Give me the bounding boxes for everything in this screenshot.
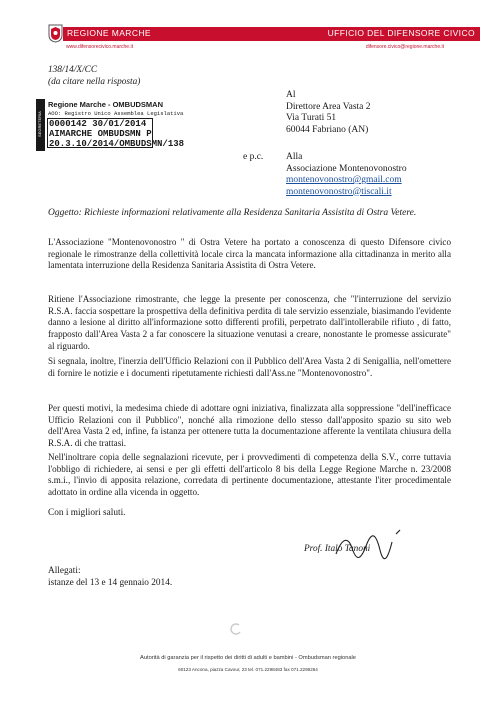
footer-authority: Autorità di garanzia per il rispetto dei diritti di adulti e bambini - Ombudsman regionale	[140, 655, 356, 661]
footer-address: 60123 Ancona, piazza Cavour, 23 tel. 071.2298483 fax 071.2298264	[178, 667, 318, 672]
body-paragraph: Per questi motivi, la medesima chiede di adottare ogni iniziativa, finalizzata alla soppressione "dell'inefficace Ufficio Relazioni con il Pubblico", nonché alla rimozione dello stesso dall'apposito spazio su sito web dell'Area Vasta 2 ed, infine, fa istanza per ottenere tutta la documentazione afferente la ventilata chiusura della R.S.A. di che trattasi.	[48, 403, 451, 449]
cc-email-gmail-link[interactable]: montenovonostro@gmail.com	[286, 175, 402, 185]
protocol-number: 138/14/X/CC	[48, 65, 98, 75]
body-paragraph: Ritiene l'Associazione rimostrante, che legge la presente per conoscenza, che "l'interruzione del servizio R.S.A. faccia sospettare la prospettiva della definitiva perdita di tale servizio essenziale, biasimando l'evidente danno a lesione al diritto all'informazione sotto differenti profili, perpetrato dall'intollerabile rifiuto , di fatto, frapposto dall'Area Vasta 2 a far conoscere la situazione venutasi a creare, nonostante le promesse assicurate" al riguardo.	[48, 294, 451, 351]
cc-address	[286, 152, 407, 198]
stamp-side-text: SEGRETERIA	[37, 111, 42, 137]
stamp-line3: 20.3.10/2014/OMBUDSMN/138	[49, 139, 185, 149]
cc-label: e p.c.	[243, 152, 264, 162]
protocol-note: (da citare nella risposta)	[48, 77, 141, 87]
recipient-city: 60044 Fabriano (AN)	[286, 124, 369, 135]
recipient-al: Al	[286, 90, 296, 100]
stamp-subtitle: AOO: Registro Unico Assemblea Legislativa	[48, 110, 184, 117]
closing-greeting: Con i migliori saluti.	[48, 508, 126, 518]
letterhead-right-title: UFFICIO DEL DIFENSORE CIVICO	[327, 28, 475, 38]
stamp-line2: AIMARCHE OMBUDSMN P	[49, 129, 152, 139]
letterhead-left-title: REGIONE MARCHE	[67, 28, 151, 38]
body-paragraph: Nell'inoltrare copia delle segnalazioni ricevute, per i provvedimenti di competenza della S.V., corre tuttavia l'obbligo di richiedere, ai sensi e per gli effetti dell'articolo 8 bis della Legge Regione Marche n. 23/2008 s.m.i., l'invio di apposita relazione, corredata di pertinente documentazione, attestante l'iter procedimentale adottato in ordine alla vicenda in oggetto.	[48, 452, 451, 498]
stamp-line1: 0000142 30/01/2014	[49, 119, 147, 129]
cc-email-tiscali-link[interactable]: montenovonostro@tiscali.it	[286, 186, 392, 197]
handwritten-signature-icon	[330, 528, 410, 568]
stamp-title: Regione Marche - OMBUDSMAN	[48, 100, 164, 109]
letterhead-bar	[63, 27, 480, 41]
regione-marche-logo-icon	[48, 24, 63, 43]
stamp-numbers	[49, 119, 184, 149]
website-url: www.difensorecivico.marche.it	[66, 44, 133, 50]
recipient-name: Direttore Area Vasta 2	[286, 101, 371, 112]
attachments-label: Allegati:	[48, 566, 81, 576]
signature-name: Prof. Italo Tanoni	[304, 544, 371, 554]
subject-line: Oggetto: Richieste informazioni relativamente alla Residenza Sanitaria Assistita di Ostra Vetere.	[48, 208, 417, 218]
faint-mark-icon	[229, 622, 243, 636]
attachments-text: istanze del 13 e 14 gennaio 2014.	[48, 578, 173, 588]
recipient-address	[286, 90, 371, 136]
office-email: difensore.civico@regione.marche.it	[365, 44, 444, 50]
protocol-reference	[48, 64, 140, 88]
cc-name: Associazione Montenovonostro	[286, 163, 407, 174]
body-paragraph: L'Associazione "Montenovonostro " di Ostra Vetere ha portato a conoscenza di questo Difensore civico regionale le rimostranze della collettività locale circa la mancata informazione alla cittadinanza in merito alla lamentata interruzione della Residenza Sanitaria Assistita di Ostra Vetere.	[48, 237, 451, 271]
cc-alla: Alla	[286, 152, 303, 162]
stamp-side-strip	[36, 99, 45, 151]
recipient-street: Via Turati 51	[286, 113, 337, 123]
body-paragraph: Si segnala, inoltre, l'inerzia dell'Ufficio Relazioni con il Pubblico dell'Area Vasta 2 di Senigallia, nell'omettere di fornire le notizie e i documenti ripetutamente richiesti dall'Ass.ne "Montenovonostro".	[48, 356, 451, 378]
